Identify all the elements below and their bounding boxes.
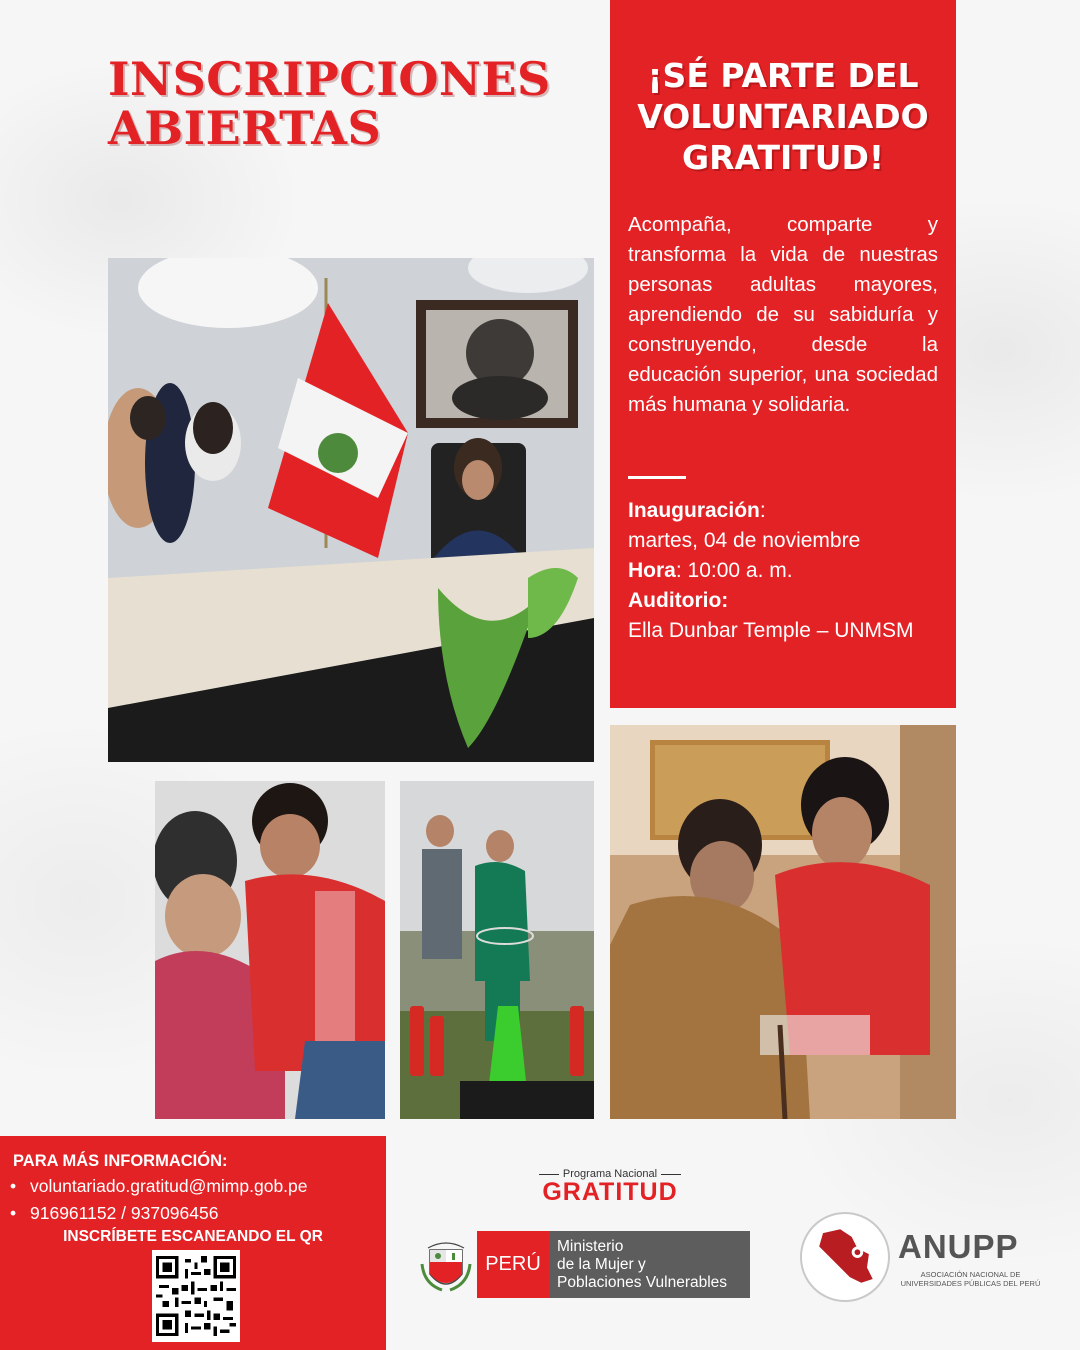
ministry-line-1: Ministerio [557, 1238, 624, 1255]
time-label: Hora [628, 559, 676, 582]
headline [108, 52, 588, 155]
contact-phones[interactable]: 916961152 / 937096456 [30, 1203, 219, 1223]
panel-title-line-2: VOLUNTARIADO [637, 97, 929, 136]
panel-title-line-3: GRATITUD! [681, 138, 884, 177]
inauguration-label: Inauguración [628, 499, 760, 522]
contact-list [10, 1173, 308, 1227]
panel-description: Acompaña, comparte y transforma la vida de nuestras personas adultas mayores, aprendiendo de su sabiduría y construyendo, desde la educación superior, una sociedad más humana y solidaria. [628, 213, 938, 416]
anupp-full-name-line-2: UNIVERSIDADES PÚBLICAS DEL PERÚ [900, 1279, 1041, 1288]
headline-line-2: ABIERTAS [108, 101, 382, 155]
anupp-name: ANUPP [898, 1228, 1019, 1265]
contact-phones-item: • 916961152 / 937096456 [10, 1203, 219, 1223]
anupp-full-name [898, 1270, 1043, 1288]
contact-email[interactable]: voluntariado.gratitud@mimp.gob.pe [30, 1176, 308, 1196]
gratitud-logo [520, 1168, 700, 1207]
peru-coat-of-arms-icon [420, 1234, 472, 1296]
inauguration-date: martes, 04 de noviembre [628, 529, 861, 552]
gratitud-logo-sub: Programa Nacional [562, 1168, 658, 1180]
elder-playing-game-photo [400, 781, 594, 1119]
registration-qr-code[interactable] [152, 1250, 240, 1342]
qr-cta: INSCRÍBETE ESCANEANDO EL QR [63, 1228, 323, 1245]
ministry-line-2: de la Mujer y [557, 1256, 646, 1273]
event-details: Inauguración: martes, 04 de noviembre Hora: 10:00 a. m. Auditorio: Ella Dunbar Temple – UNMSM [628, 496, 958, 646]
panel-title [610, 55, 956, 178]
panel-title-line-1: ¡SÉ PARTE DEL [647, 56, 919, 95]
anupp-peru-map-icon [800, 1212, 890, 1302]
gratitud-logo-main: GRATITUD [542, 1178, 678, 1206]
venue-value: Ella Dunbar Temple – UNMSM [628, 619, 914, 642]
meeting-room-photo [108, 258, 594, 762]
anupp-full-name-line-1: ASOCIACIÓN NACIONAL DE [920, 1270, 1021, 1279]
contact-email-item: • voluntariado.gratitud@mimp.gob.pe [10, 1176, 308, 1196]
headline-line-1: INSCRIPCIONES [108, 52, 551, 106]
volunteer-info-panel [610, 0, 956, 708]
venue-label: Auditorio: [628, 589, 729, 612]
volunteer-with-elder-photo [610, 725, 956, 1119]
info-title: PARA MÁS INFORMACIÓN: [13, 1152, 228, 1170]
ministry-name-box [549, 1231, 750, 1298]
panel-divider [628, 476, 686, 479]
ministry-line-3: Poblaciones Vulnerables [557, 1274, 728, 1291]
time-value: 10:00 a. m. [687, 559, 793, 582]
peru-brand-box: PERÚ [477, 1231, 549, 1298]
volunteer-helping-elder-photo [155, 781, 385, 1119]
